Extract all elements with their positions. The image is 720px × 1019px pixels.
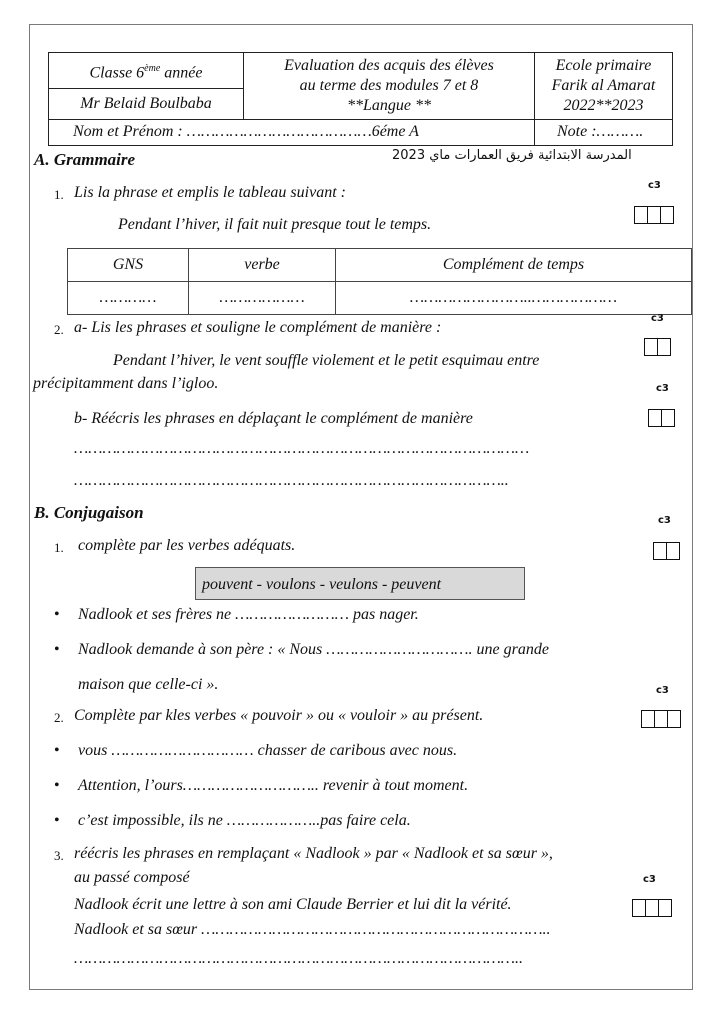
exercise-sentence: précipitamment dans l’igloo. <box>33 375 219 392</box>
answer-line[interactable]: ……………………………………………………………………………….. <box>74 472 509 489</box>
section-a-title: A. Grammaire <box>34 150 136 169</box>
school-line1: Ecole primaire <box>555 56 652 74</box>
score-boxes[interactable] <box>641 710 681 728</box>
question-text: Lis la phrase et emplis le tableau suivant : <box>74 184 346 201</box>
note-field[interactable]: Note :………. <box>535 119 673 145</box>
arabic-school-header: المدرسة الابتدائية فريق العمارات ماي 2023 <box>392 148 632 163</box>
school-line2: Farik al Amarat <box>551 76 656 94</box>
table-header: verbe <box>189 249 336 282</box>
score-boxes[interactable] <box>632 899 672 917</box>
answer-cell[interactable]: ………… <box>68 282 189 315</box>
question-number: 2. <box>54 710 64 725</box>
criterion-label: c3 <box>643 874 656 885</box>
question-text: complète par les verbes adéquats. <box>78 537 296 554</box>
answer-line[interactable]: …………………………………………………………………………………… <box>74 440 530 457</box>
school-year: 2022**2023 <box>563 96 644 114</box>
exam-title-line1: Evaluation des acquis des élèves <box>284 56 494 74</box>
list-item: • Nadlook demande à son père : « Nous …………………………. une grande <box>78 641 549 659</box>
exercise-sentence: Nadlook écrit une lettre à son ami Claude Berrier et lui dit la vérité. <box>74 896 512 913</box>
answer-cell[interactable]: ……………… <box>189 282 336 315</box>
question-number: 2. <box>54 322 64 337</box>
criterion-label: c3 <box>658 515 671 526</box>
teacher-name: Mr Belaid Boulbaba <box>49 89 244 119</box>
table-header: GNS <box>68 249 189 282</box>
criterion-label: c3 <box>651 313 664 324</box>
answer-cell[interactable]: ……………………..……………… <box>336 282 692 315</box>
verb-options-box: pouvent - voulons - veulons - peuvent <box>195 567 525 600</box>
grammar-table <box>67 248 692 315</box>
question-text: au passé composé <box>74 869 190 886</box>
answer-line[interactable]: Nadlook et sa sœur ……………………………………………………………….. <box>74 921 551 938</box>
exam-title-line2: au terme des modules 7 et 8 <box>299 76 479 94</box>
list-item: • Attention, l’ours……………………….. revenir à tout moment. <box>78 777 468 795</box>
list-item-continuation: maison que celle-ci ». <box>78 676 219 693</box>
question-number: 3. <box>54 848 64 863</box>
exam-title-cell <box>244 53 535 120</box>
criterion-label: c3 <box>648 180 661 191</box>
student-name-field[interactable]: Nom et Prénom : …………………………………6éme A <box>49 119 535 145</box>
question-text: a- Lis les phrases et souligne le complément de manière : <box>74 319 442 336</box>
header-table <box>48 52 673 146</box>
section-b-title: B. Conjugaison <box>34 503 144 522</box>
score-boxes[interactable] <box>653 542 680 560</box>
exam-title-line3: **Langue ** <box>347 96 431 114</box>
question-text: b- Réécris les phrases en déplaçant le complément de manière <box>74 410 473 427</box>
exercise-sentence: Pendant l’hiver, le vent souffle violement et le petit esquimau entre <box>113 352 540 369</box>
criterion-label: c3 <box>656 685 669 696</box>
list-item: • Nadlook et ses frères ne …………………… pas nager. <box>78 606 419 624</box>
table-header: Complément de temps <box>336 249 692 282</box>
criterion-label: c3 <box>656 383 669 394</box>
question-number: 1. <box>54 540 64 555</box>
question-text: réécris les phrases en remplaçant « Nadlook » par « Nadlook et sa sœur », <box>74 845 553 862</box>
question-number: 1. <box>54 187 64 202</box>
exercise-sentence: Pendant l’hiver, il fait nuit presque tout le temps. <box>118 216 432 233</box>
answer-line[interactable]: ………………………………………………………………………………….. <box>74 950 524 967</box>
question-text: Complète par kles verbes « pouvoir » ou « vouloir » au présent. <box>74 707 484 724</box>
school-cell <box>535 53 673 120</box>
list-item: • vous ………………………… chasser de caribous avec nous. <box>78 742 457 760</box>
list-item: • c’est impossible, ils ne ………………..pas faire cela. <box>78 812 411 830</box>
class-cell: Classe 6ème année <box>49 53 244 89</box>
score-boxes[interactable] <box>648 409 675 427</box>
score-boxes[interactable] <box>634 206 674 224</box>
score-boxes[interactable] <box>644 338 671 356</box>
